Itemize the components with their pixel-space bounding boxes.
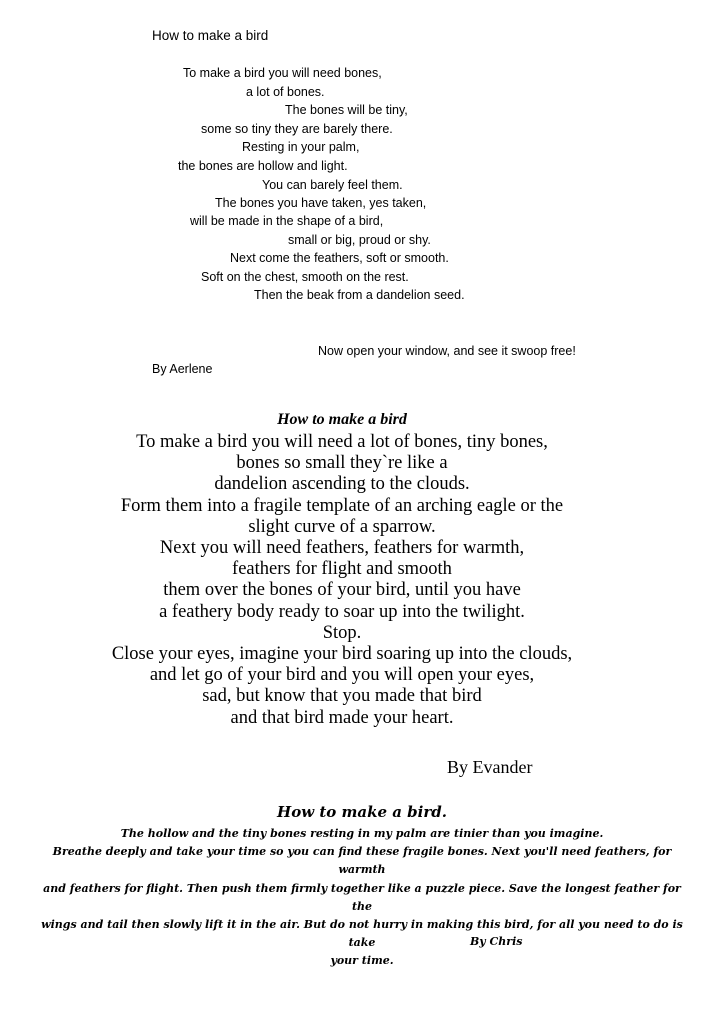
poem2-line: feathers for flight and smooth — [232, 559, 452, 580]
poem2-line: dandelion ascending to the clouds. — [214, 474, 470, 495]
poem1-line: small or big, proud or shy. — [288, 233, 431, 247]
poem2-line: To make a bird you will need a lot of bones, tiny bones, — [136, 432, 548, 452]
poem1-closing-line: Now open your window, and see it swoop free! — [318, 344, 576, 358]
poem3-line: and feathers for flight. Then push them firmly together like a puzzle piece. Save the longest feather for the — [43, 881, 681, 913]
poem1-line: To make a bird you will need bones, — [183, 66, 382, 80]
poem3-line: Breathe deeply and take your time so you can find these fragile bones. Next you'll need feathers, for warmth — [52, 845, 672, 877]
poem3-title: How to make a bird. — [277, 803, 447, 821]
poem2-line: and that bird made your heart. — [230, 707, 454, 728]
poem3-line: The hollow and the tiny bones resting in my palm are tinier than you imagine. — [120, 827, 604, 840]
poem2-line: Close your eyes, imagine your bird soaring up into the clouds, — [111, 644, 573, 665]
poem3-line: your time. — [330, 954, 394, 968]
poem1-line: Then the beak from a dandelion seed. — [254, 288, 465, 302]
poem3-body — [40, 825, 684, 971]
poem2-line: a feathery body ready to soar up into the twilight. — [159, 601, 525, 622]
poem2-line: Next you will need feathers, feathers for warmth, — [159, 538, 525, 559]
poem2-line: Form them into a fragile template of an arching eagle or the — [120, 495, 564, 516]
poem1-author: By Aerlene — [152, 362, 213, 376]
poem1-line: will be made in the shape of a bird, — [190, 214, 384, 228]
poem2-line: them over the bones of your bird, until you have — [163, 580, 521, 601]
poem2-author: By Evander — [447, 757, 533, 777]
poem1-line: Next come the feathers, soft or smooth. — [230, 251, 449, 265]
poem2-line: and let go of your bird and you will open your eyes, — [149, 665, 535, 686]
poem1-title: How to make a bird — [152, 28, 269, 43]
poem1-line: The bones you have taken, yes taken, — [215, 196, 427, 210]
poem1-line: The bones will be tiny, — [285, 103, 408, 117]
poem1-line: Resting in your palm, — [242, 140, 360, 154]
poem2-title: How to make a bird — [277, 411, 407, 428]
poem3-author: By Chris — [470, 935, 523, 948]
poem2-body — [0, 432, 684, 729]
poem1-line: the bones are hollow and light. — [178, 159, 348, 173]
poem1-line: a lot of bones. — [246, 85, 325, 99]
poem2-line: bones so small they`re like a — [236, 453, 448, 474]
poem1-line: some so tiny they are barely there. — [201, 122, 393, 136]
poem1-line: You can barely feel them. — [262, 178, 403, 192]
poem3-line: wings and tail then slowly lift it in the air. But do not hurry in making this bird, for all you need to do is take — [41, 918, 683, 950]
poem2-line: sad, but know that you made that bird — [202, 686, 482, 707]
poem2-line: Stop. — [322, 622, 362, 643]
poem1-line: Soft on the chest, smooth on the rest. — [201, 270, 409, 284]
poem2-line: slight curve of a sparrow. — [248, 516, 436, 537]
